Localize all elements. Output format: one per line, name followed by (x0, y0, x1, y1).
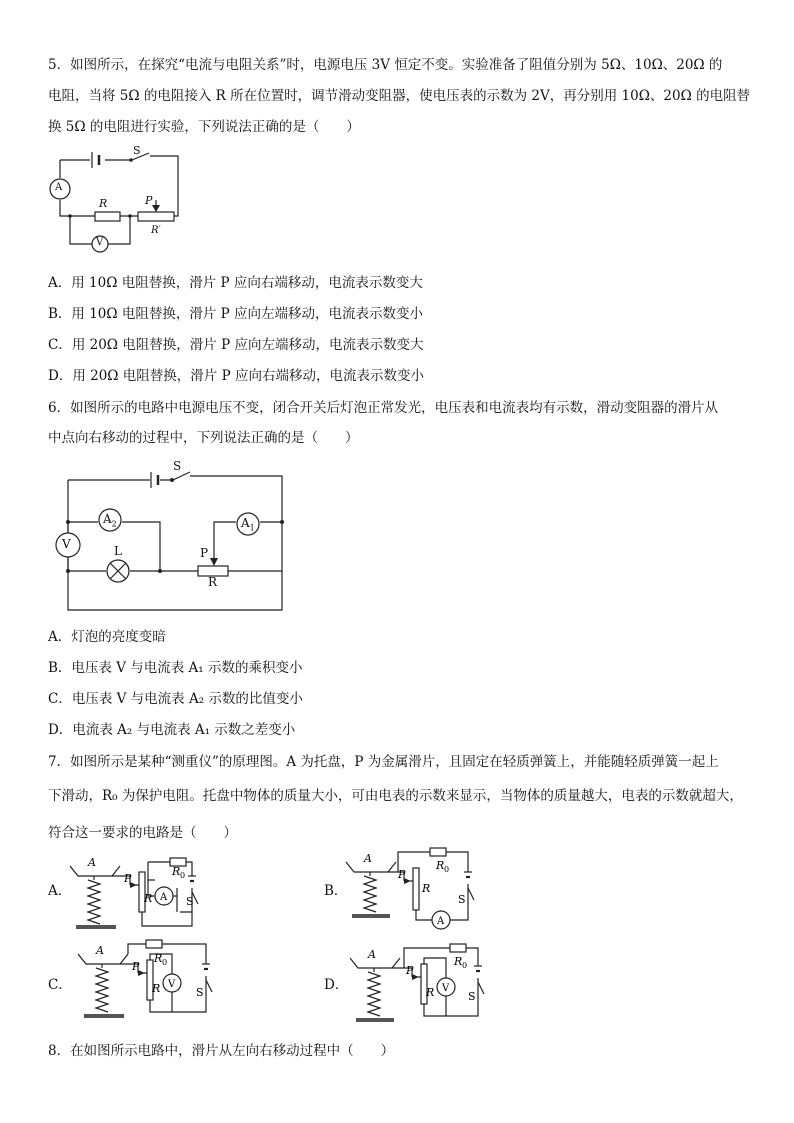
svg-text:S: S (458, 893, 466, 906)
svg-text:P: P (406, 964, 414, 977)
q7-option-a[interactable]: A． (48, 883, 72, 899)
svg-text:0: 0 (462, 961, 468, 970)
q6-stem-line1: 6．如图所示的电路中电源电压不变，闭合开关后灯泡正常发光，电压表和电流表均有示数，滑动变阻器的滑片从 (48, 400, 719, 416)
q7-option-c[interactable]: C． (48, 977, 72, 993)
q5-rheostat-label: R′ (151, 225, 161, 236)
svg-text:R: R (454, 955, 463, 968)
q7-stem-line1: 7．如图所示是某种“测重仪”的原理图。A 为托盘，P 为金属滑片，且固定在轻质弹簧上，并能随轻质弹簧一起上 (48, 754, 719, 770)
q6-option-c[interactable]: C．电压表 V 与电流表 A₂ 示数的比值变小 (48, 691, 303, 707)
svg-text:V: V (168, 979, 176, 990)
svg-text:S: S (186, 895, 194, 908)
svg-text:R: R (172, 865, 181, 878)
q7a-tray-label: A (88, 856, 96, 869)
svg-text:R: R (144, 892, 153, 905)
q7-stem-line3: 符合这一要求的电路是（ ） (48, 825, 237, 841)
q6-lamp-label: L (114, 544, 122, 558)
svg-text:A: A (368, 948, 376, 961)
q6-option-a[interactable]: A．灯泡的亮度变暗 (48, 629, 166, 645)
svg-text:R: R (436, 859, 445, 872)
q5-option-a[interactable]: A．用 10Ω 电阻替换，滑片 P 应向右端移动，电流表示数变大 (48, 275, 423, 291)
svg-text:P: P (124, 872, 132, 885)
q7-diagram-a (70, 856, 198, 929)
q6-slider-label: P (200, 546, 209, 560)
q6-ammeter2-label: $A_2$ (103, 512, 117, 529)
q6-stem-line2: 中点向右移动的过程中，下列说法正确的是（ ） (48, 430, 359, 446)
q6-rheostat-label: R (208, 575, 218, 589)
q7-stem-line2: 下滑动，R₀ 为保护电阻。托盘中物体的质量大小，可由电表的示数来显示，当物体的质量越大，电表的示数就超大， (48, 788, 743, 804)
q5-ammeter-label: A (55, 182, 63, 193)
q5-option-d[interactable]: D．用 20Ω 电阻替换，滑片 P 应向右端移动，电流表示数变小 (48, 368, 424, 384)
svg-text:R: R (422, 882, 431, 895)
svg-text:0: 0 (162, 958, 168, 967)
q7-option-b[interactable]: B． (324, 883, 348, 899)
q5-option-b[interactable]: B．用 10Ω 电阻替换，滑片 P 应向左端移动，电流表示数变小 (48, 306, 424, 322)
svg-text:S: S (468, 990, 476, 1003)
svg-text:A: A (364, 852, 372, 865)
q6-option-b[interactable]: B．电压表 V 与电流表 A₁ 示数的乘积变小 (48, 660, 303, 676)
svg-text:R: R (154, 952, 163, 965)
svg-text:P: P (398, 868, 406, 881)
q7-option-d[interactable]: D． (324, 977, 349, 993)
q8-stem-line1: 8．在如图所示电路中，滑片从左向右移动过程中（ ） (48, 1043, 395, 1059)
svg-text:A: A (160, 892, 168, 903)
svg-text:V: V (442, 983, 450, 994)
q7-diagram-d (350, 944, 484, 1022)
svg-text:R: R (152, 982, 161, 995)
svg-text:P: P (132, 960, 140, 973)
svg-text:R: R (426, 986, 435, 999)
svg-text:0: 0 (444, 865, 450, 874)
q5-switch-label: S (133, 144, 141, 157)
q5-slider-label: P (145, 194, 153, 207)
q6-switch-label: S (173, 459, 182, 473)
q5-stem-line2: 电阻，当将 5Ω 的电阻接入 R 所在位置时，调节滑动变阻器，使电压表的示数为 2V，再分别用 10Ω、20Ω 的电阻替 (48, 88, 751, 104)
q5-voltmeter-label: V (96, 237, 104, 248)
svg-text:0: 0 (180, 871, 186, 880)
q6-ammeter1-label: $A_1$ (241, 516, 255, 533)
svg-text:A: A (96, 944, 104, 957)
svg-text:A: A (437, 916, 445, 927)
q7-diagram-b (346, 848, 474, 929)
q7-diagram-c (78, 940, 212, 1018)
q5-option-c[interactable]: C．用 20Ω 电阻替换，滑片 P 应向左端移动，电流表示数变大 (48, 337, 424, 353)
q6-voltmeter-label: V (62, 537, 71, 551)
q6-option-d[interactable]: D．电流表 A₂ 与电流表 A₁ 示数之差变小 (48, 722, 296, 738)
q5-stem-line3: 换 5Ω 的电阻进行实验，下列说法正确的是（ ） (48, 119, 360, 135)
q5-resistor-label: R (99, 197, 108, 210)
svg-text:S: S (196, 986, 204, 999)
q5-stem-line1: 5．如图所示，在探究“电流与电阻关系”时，电源电压 3V 恒定不变。实验准备了阻值分别为 5Ω、10Ω、20Ω 的 (48, 57, 723, 73)
